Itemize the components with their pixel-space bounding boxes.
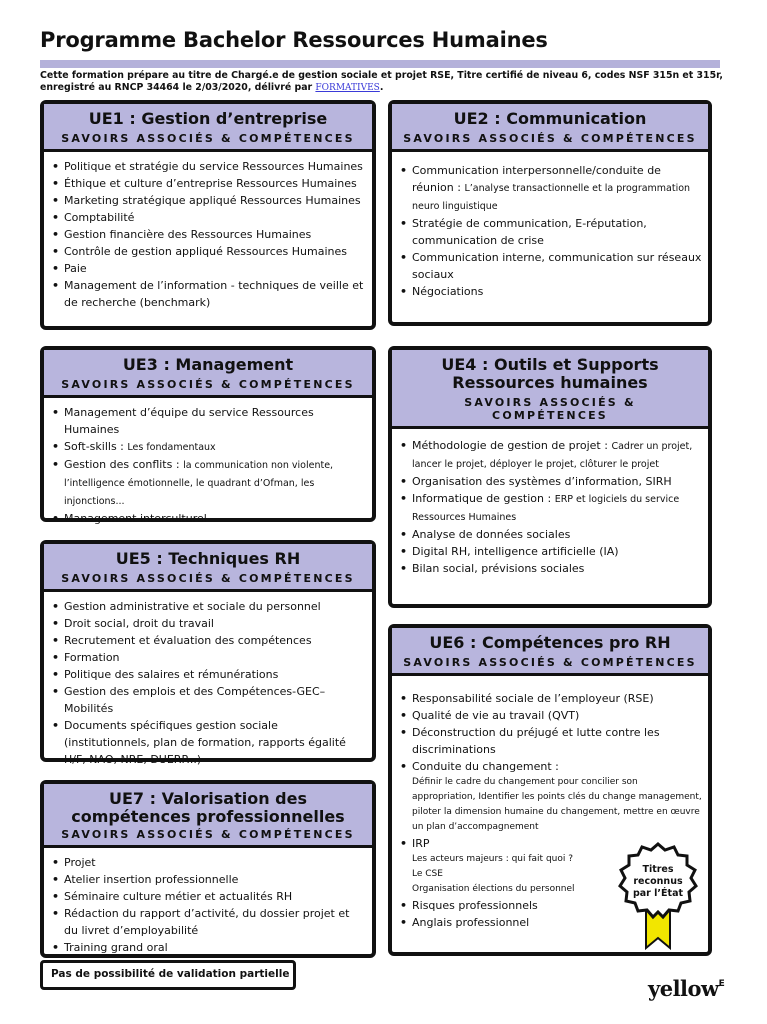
ue4-item-main: Analyse de données sociales — [412, 528, 571, 541]
ue1-item: • Comptabilité — [52, 209, 366, 226]
ue6-item — [400, 690, 702, 707]
ue6-item-main: Qualité de vie au travail (QVT) — [412, 709, 580, 722]
ue3-item — [52, 456, 366, 510]
ue7-subtitle: SAVOIRS ASSOCIÉS & COMPÉTENCES — [61, 828, 355, 841]
brand-name: yellow — [648, 976, 719, 1001]
ue3-item-main: Soft-skills : — [64, 440, 124, 453]
ue1-item: • Éthique et culture d’entreprise Ressources Humaines — [52, 175, 366, 192]
brand-mark: E — [718, 979, 725, 989]
ue4-item-detail: Cadrer un projet, lancer le projet, déployer le projet, clôturer le projet — [412, 441, 693, 470]
ue2-item — [400, 283, 702, 300]
ue1-item: • Paie — [52, 260, 366, 277]
ue3-title: UE3 : Management — [122, 355, 294, 374]
ue5-item: • Documents spécifiques gestion sociale (institutionnels, plan de formation, rapports égalité H/F, NAO, NRE, DUERP...) — [52, 717, 366, 768]
ue4-item — [400, 473, 702, 490]
ue7-list — [44, 848, 372, 956]
intro-text — [40, 70, 730, 94]
ue6-item-main: Déconstruction du préjugé et lutte contre les discriminations — [412, 726, 660, 756]
seal-line: Titres — [642, 864, 674, 875]
ue1-item: • Contrôle de gestion appliqué Ressources Humaines — [52, 243, 366, 260]
ue2-item-main: Stratégie de communication, E-réputation, communication de crise — [412, 217, 647, 247]
ue6-item-sub: Définir le cadre du changement pour concilier son appropriation, Identifier les points clés du change management, piloter la dimension humaine du changement, mettre en œuvre un plan d’accompagnement — [412, 777, 702, 832]
ue7-item: • Training grand oral — [52, 939, 366, 956]
ue7-title: UE7 : Valorisation des compétences professionnelles — [71, 789, 345, 826]
ue1-item: • Management de l’information - techniques de veille et de recherche (benchmark) — [52, 277, 366, 311]
ue2-subtitle: SAVOIRS ASSOCIÉS & COMPÉTENCES — [403, 132, 697, 145]
ue6-item-main: Anglais professionnel — [412, 916, 530, 929]
ue2-item — [400, 162, 702, 215]
ue4-item-detail: ERP et logiciels du service Ressources Humaines — [412, 494, 680, 523]
ue3-item — [52, 438, 366, 456]
ue5-item: • Droit social, droit du travail — [52, 615, 366, 632]
ue5-item: • Politique des salaires et rémunérations — [52, 666, 366, 683]
ue4-item-main: Informatique de gestion : — [412, 492, 552, 505]
ue6-item-sub: Le CSE — [412, 869, 443, 879]
ue6-item-main: IRP — [412, 837, 430, 850]
ue7-card — [40, 780, 376, 958]
ue7-item: • Rédaction du rapport d’activité, du dossier projet et du livret d’employabilité — [52, 905, 366, 939]
ue5-subtitle: SAVOIRS ASSOCIÉS & COMPÉTENCES — [61, 572, 355, 585]
ue2-list — [392, 152, 708, 300]
ue5-header — [44, 544, 372, 592]
ue5-item: • Gestion des emplois et des Compétences-GEC–Mobilités — [52, 683, 366, 717]
ue5-item: • Recrutement et évaluation des compétences — [52, 632, 366, 649]
ue7-item: • Atelier insertion professionnelle — [52, 871, 366, 888]
ue7-item: • Séminaire culture métier et actualités RH — [52, 888, 366, 905]
ue1-item: • Marketing stratégique appliqué Ressources Humaines — [52, 192, 366, 209]
seal-line: par l’État — [632, 888, 684, 899]
ue4-card — [388, 346, 712, 608]
ue4-item — [400, 560, 702, 577]
state-recognition-seal — [618, 842, 698, 952]
ue3-item-detail: Les fondamentaux — [127, 442, 216, 453]
formatives-link[interactable]: FORMATIVES — [315, 83, 380, 93]
ue3-item-detail: la communication non violente, l’intelligence émotionnelle, le quadrant d’Ofman, les injonctions... — [64, 460, 334, 507]
ue1-card — [40, 100, 376, 330]
ue2-item-detail: L’analyse transactionnelle et la programmation neuro linguistique — [412, 183, 691, 212]
ue3-item-main: Gestion des conflits : — [64, 458, 180, 471]
ue2-item — [400, 249, 702, 283]
ue1-header — [44, 104, 372, 152]
ue3-card — [40, 346, 376, 525]
ue7-header — [44, 784, 372, 848]
ue2-title: UE2 : Communication — [453, 109, 647, 128]
ue5-title: UE5 : Techniques RH — [115, 549, 301, 568]
ue5-card — [40, 540, 376, 766]
ue2-item-main: Négociations — [412, 285, 484, 298]
title-underline — [40, 60, 720, 68]
ue1-list — [44, 152, 372, 311]
ue1-item: • Politique et stratégie du service Ressources Humaines — [52, 158, 366, 175]
ue3-header — [44, 350, 372, 398]
ue6-item — [400, 724, 702, 758]
ue1-item: • Gestion financière des Ressources Humaines — [52, 226, 366, 243]
ue7-item: • Projet — [52, 854, 366, 871]
ue5-item: • Formation — [52, 649, 366, 666]
ue3-list — [44, 398, 372, 527]
page-title: Programme Bachelor Ressources Humaines — [40, 28, 548, 52]
ue4-subtitle: SAVOIRS ASSOCIÉS & COMPÉTENCES — [464, 396, 636, 422]
ue4-header — [392, 350, 708, 429]
ue6-item-main: Responsabilité sociale de l’employeur (RSE) — [412, 692, 654, 705]
seal-line: reconnus — [633, 876, 683, 887]
ue4-item-main: Méthodologie de gestion de projet : — [412, 439, 608, 452]
intro-body: Cette formation prépare au titre de Chargé.e de gestion sociale et projet RSE, Titre certifié de niveau 6, codes NSF 315n et 315r, enregistré au RNCP 34464 le 2/03/2020, délivré par — [40, 70, 723, 93]
ue4-item — [400, 526, 702, 543]
ue6-header — [392, 628, 708, 676]
ue3-item-main: Management interculturel — [64, 512, 207, 525]
seal-text — [618, 864, 698, 900]
ue6-item — [400, 707, 702, 724]
ue3-item — [52, 404, 366, 438]
ue2-card — [388, 100, 712, 326]
ue6-item-main: Conduite du changement : — [412, 760, 559, 773]
ue4-item — [400, 543, 702, 560]
ue5-item: • Gestion administrative et sociale du personnel — [52, 598, 366, 615]
intro-end: . — [379, 82, 384, 93]
ue2-header — [392, 104, 708, 152]
ue4-item-main: Digital RH, intelligence artificielle (IA) — [412, 545, 619, 558]
ue4-title: UE4 : Outils et Supports Ressources humaines — [441, 355, 659, 392]
ue3-item — [52, 510, 366, 527]
ue1-subtitle: SAVOIRS ASSOCIÉS & COMPÉTENCES — [61, 132, 355, 145]
brand-logo — [648, 976, 724, 1001]
ue5-list — [44, 592, 372, 768]
ue6-subtitle: SAVOIRS ASSOCIÉS & COMPÉTENCES — [403, 656, 697, 669]
ue6-item — [400, 758, 702, 835]
ue4-item-main: Organisation des systèmes d’information, SIRH — [412, 475, 672, 488]
ue6-item-main: Risques professionnels — [412, 899, 538, 912]
partial-validation-note: Pas de possibilité de validation partielle — [40, 960, 296, 990]
ue1-title: UE1 : Gestion d’entreprise — [88, 109, 328, 128]
ue3-subtitle: SAVOIRS ASSOCIÉS & COMPÉTENCES — [61, 378, 355, 391]
ue4-item — [400, 490, 702, 526]
ue4-list — [392, 429, 708, 577]
ue6-item-sub: Les acteurs majeurs : qui fait quoi ? — [412, 854, 574, 864]
ue6-item-sub: Organisation élections du personnel — [412, 884, 575, 894]
ue3-item-main: Management d’équipe du service Ressources Humaines — [64, 406, 314, 436]
ue4-item — [400, 437, 702, 473]
ue2-item-main: Communication interpersonnelle/conduite de réunion : — [412, 164, 661, 194]
ue2-item-main: Communication interne, communication sur réseaux sociaux — [412, 251, 702, 281]
ue4-item-main: Bilan social, prévisions sociales — [412, 562, 585, 575]
ue2-item — [400, 215, 702, 249]
ue6-title: UE6 : Compétences pro RH — [429, 633, 671, 652]
